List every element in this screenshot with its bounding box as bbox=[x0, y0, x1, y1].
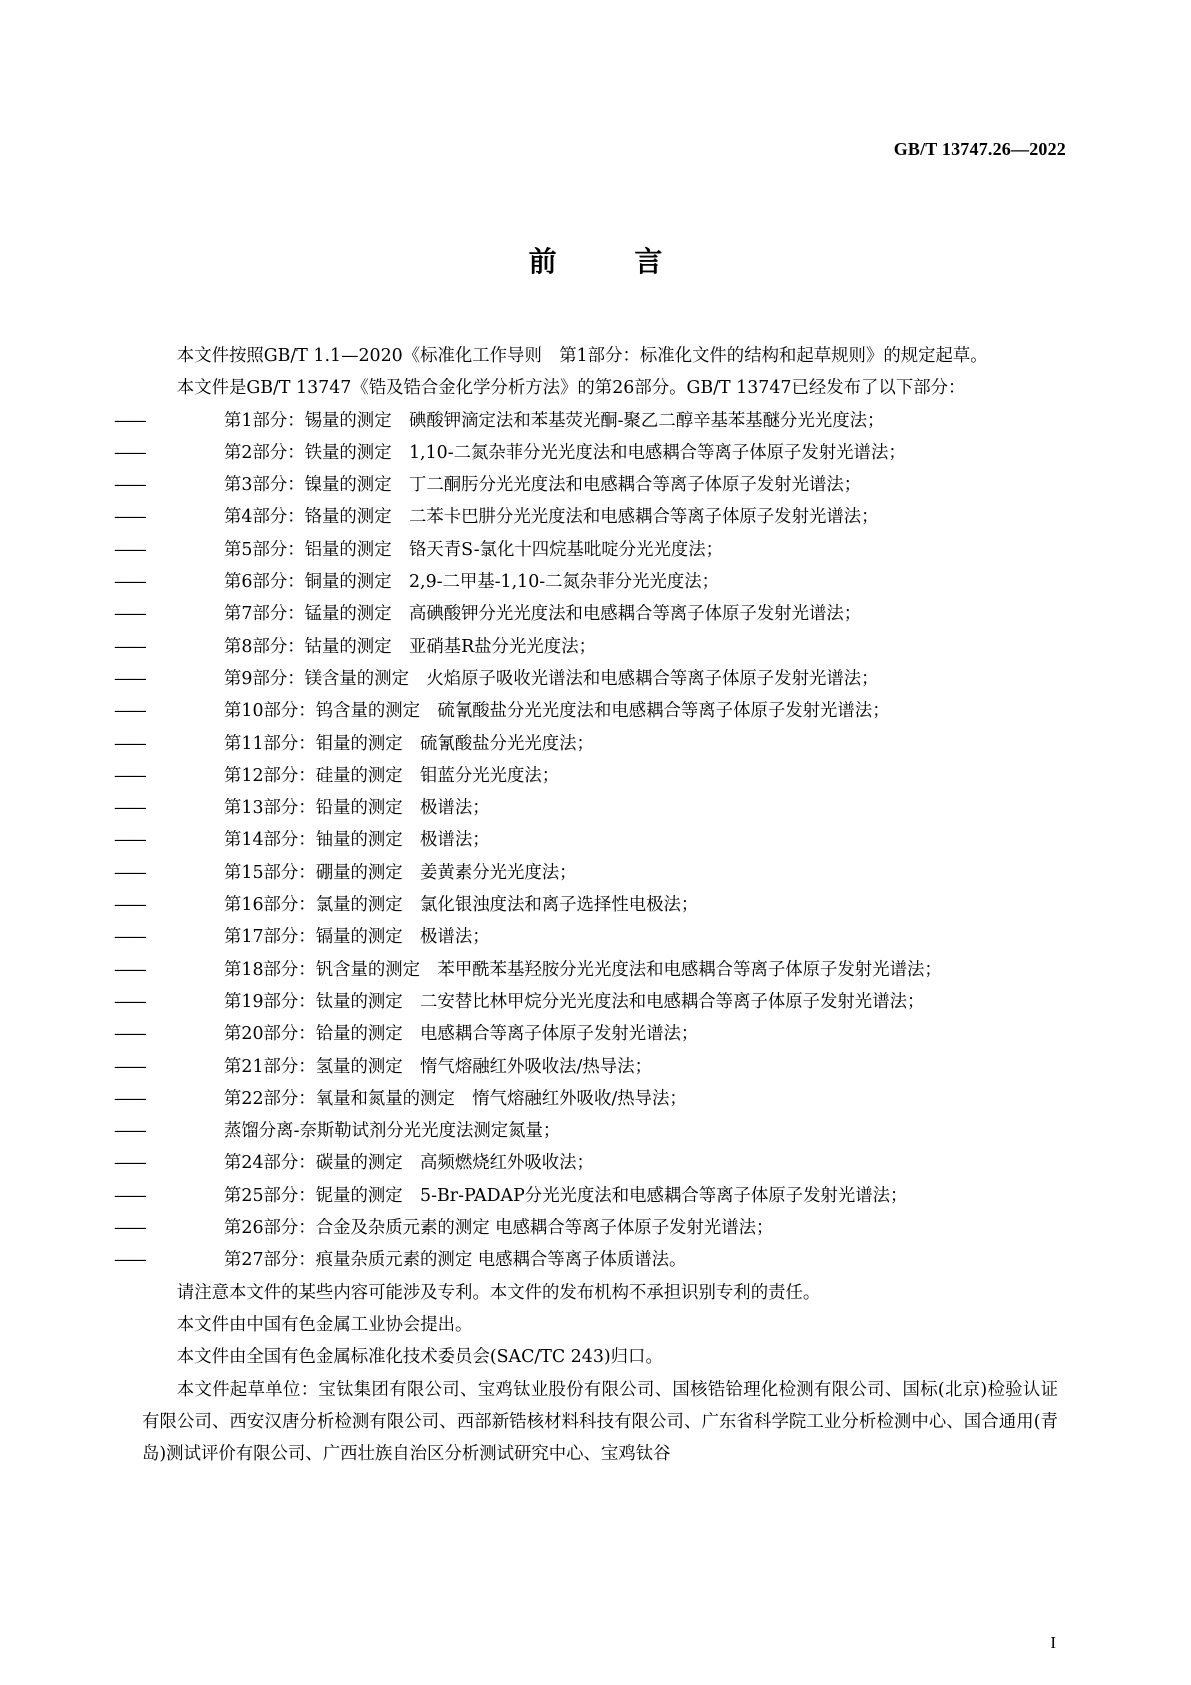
list-item bbox=[114, 1147, 1058, 1179]
list-dash: —— bbox=[114, 1056, 145, 1077]
list-item bbox=[114, 1180, 1058, 1212]
list-item bbox=[114, 792, 1058, 824]
list-dash: —— bbox=[114, 1088, 145, 1109]
list-item-text: 第14部分：铀量的测定 极谱法； bbox=[224, 830, 490, 851]
list-item bbox=[114, 760, 1058, 792]
list-dash: —— bbox=[114, 636, 145, 657]
list-dash: —— bbox=[114, 733, 145, 754]
list-item bbox=[114, 889, 1058, 921]
list-item-text: 第20部分：铪量的测定 电感耦合等离子体原子发射光谱法； bbox=[224, 1024, 699, 1045]
list-item bbox=[114, 566, 1058, 598]
list-item-text: 第25部分：铌量的测定 5-Br-PADAP分光光度法和电感耦合等离子体原子发射光谱法； bbox=[224, 1185, 908, 1206]
list-item bbox=[114, 1244, 1058, 1276]
list-item-text: 第26部分：合金及杂质元素的测定 电感耦合等离子体原子发射光谱法； bbox=[224, 1218, 774, 1239]
list-item-text: 第4部分：铬量的测定 二苯卡巴肼分光光度法和电感耦合等离子体原子发射光谱法； bbox=[224, 507, 879, 528]
list-item bbox=[114, 598, 1058, 630]
document-body bbox=[114, 340, 1058, 1470]
list-item-text: 第7部分：锰量的测定 高碘酸钾分光光度法和电感耦合等离子体原子发射光谱法； bbox=[224, 604, 862, 625]
list-dash: —— bbox=[114, 701, 145, 722]
list-item-text: 第12部分：硅量的测定 钼蓝分光光度法； bbox=[224, 765, 560, 786]
list-item-text: 第17部分：镉量的测定 极谱法； bbox=[224, 927, 490, 948]
list-item bbox=[114, 501, 1058, 533]
list-item-text: 第2部分：铁量的测定 1,10-二氮杂菲分光光度法和电感耦合等离子体原子发射光谱法； bbox=[224, 442, 906, 463]
list-dash: —— bbox=[114, 830, 145, 851]
parts-list bbox=[114, 405, 1058, 1277]
page-title: 前 言 bbox=[528, 245, 697, 278]
page-number: I bbox=[1050, 1633, 1056, 1652]
list-item-text: 第8部分：钴量的测定 亚硝基R盐分光光度法； bbox=[224, 636, 596, 657]
list-item bbox=[114, 437, 1058, 469]
list-dash: —— bbox=[114, 572, 145, 593]
list-item bbox=[114, 1018, 1058, 1050]
patent-notice: 请注意本文件的某些内容可能涉及专利。本文件的发布机构不承担识别专利的责任。 bbox=[176, 1282, 821, 1303]
list-dash: —— bbox=[114, 507, 145, 528]
list-dash: —— bbox=[114, 1185, 145, 1206]
list-item bbox=[114, 405, 1058, 437]
list-item bbox=[114, 1115, 1058, 1147]
list-item-text: 第24部分：碳量的测定 高频燃烧红外吸收法； bbox=[224, 1153, 594, 1174]
list-item-text: 第3部分：镍量的测定 丁二酮肟分光光度法和电感耦合等离子体原子发射光谱法； bbox=[224, 475, 862, 496]
list-item bbox=[114, 824, 1058, 856]
list-item bbox=[114, 857, 1058, 889]
list-dash: —— bbox=[114, 959, 145, 980]
list-dash: —— bbox=[114, 798, 145, 819]
list-item bbox=[114, 631, 1058, 663]
list-item-text: 第18部分：钒含量的测定 苯甲酰苯基羟胺分光光度法和电感耦合等离子体原子发射光谱法； bbox=[224, 959, 942, 980]
list-item-text: 第21部分：氢量的测定 惰气熔融红外吸收法/热导法； bbox=[224, 1056, 652, 1077]
list-dash: —— bbox=[114, 991, 145, 1012]
list-item bbox=[114, 986, 1058, 1018]
list-dash: —— bbox=[114, 895, 145, 916]
list-item bbox=[114, 1051, 1058, 1083]
intro-paragraph-2: 本文件是GB/T 13747《锆及锆合金化学分析方法》的第26部分。GB/T 13747已经发布了以下部分： bbox=[176, 378, 966, 399]
list-dash: —— bbox=[114, 1153, 145, 1174]
list-dash: —— bbox=[114, 765, 145, 786]
list-item bbox=[114, 728, 1058, 760]
list-item-text: 第19部分：钛量的测定 二安替比林甲烷分光光度法和电感耦合等离子体原子发射光谱法； bbox=[224, 991, 925, 1012]
list-item-text: 第27部分：痕量杂质元素的测定 电感耦合等离子体质谱法。 bbox=[224, 1250, 687, 1271]
list-dash: —— bbox=[114, 862, 145, 883]
committee-statement: 本文件由全国有色金属标准化技术委员会(SAC/TC 243)归口。 bbox=[176, 1347, 663, 1368]
list-dash: —— bbox=[114, 1024, 145, 1045]
list-item bbox=[114, 954, 1058, 986]
list-dash: —— bbox=[114, 927, 145, 948]
standard-code: GB/T 13747.26—2022 bbox=[893, 139, 1066, 159]
list-dash: —— bbox=[114, 1250, 145, 1271]
list-item bbox=[114, 663, 1058, 695]
list-item bbox=[114, 1212, 1058, 1244]
list-item-text: 第16部分：氯量的测定 氯化银浊度法和离子选择性电极法； bbox=[224, 895, 699, 916]
list-dash: —— bbox=[114, 410, 145, 431]
intro-paragraph-1: 本文件按照GB/T 1.1—2020《标准化工作导则 第1部分：标准化文件的结构和起草规则》的规定起草。 bbox=[176, 346, 988, 366]
list-item-text: 第9部分：镁含量的测定 火焰原子吸收光谱法和电感耦合等离子体原子发射光谱法； bbox=[224, 668, 879, 689]
list-item-text: 第1部分：锡量的测定 碘酸钾滴定法和苯基荧光酮-聚乙二醇辛基苯基醚分光光度法； bbox=[224, 410, 885, 431]
list-item bbox=[114, 534, 1058, 566]
list-item-text: 第22部分：氧量和氮量的测定 惰气熔融红外吸收/热导法； bbox=[224, 1088, 687, 1109]
list-dash: —— bbox=[114, 668, 145, 689]
list-item-text: 第15部分：硼量的测定 姜黄素分光光度法； bbox=[224, 862, 577, 883]
list-item bbox=[114, 695, 1058, 727]
list-dash: —— bbox=[114, 442, 145, 463]
drafting-units: 本文件起草单位：宝钛集团有限公司、宝鸡钛业股份有限公司、国核锆铪理化检测有限公司、国标(北京)检验认证有限公司、西安汉唐分析检测有限公司、西部新锆核材料科技有限公司、广东省科学院工业分析检测中心、国合通用(青岛)测试评价有限公司、广西壮族自治区分析测试研究中心、宝鸡钛谷 bbox=[142, 1379, 1058, 1465]
list-item-text: 第10部分：钨含量的测定 硫氰酸盐分光光度法和电感耦合等离子体原子发射光谱法； bbox=[224, 701, 890, 722]
list-item-text: 第13部分：铅量的测定 极谱法； bbox=[224, 798, 490, 819]
list-item bbox=[114, 1083, 1058, 1115]
list-dash: —— bbox=[114, 604, 145, 625]
list-item-text: 第5部分：铝量的测定 铬天青S-氯化十四烷基吡啶分光光度法； bbox=[224, 539, 724, 560]
list-item bbox=[114, 469, 1058, 501]
list-dash: —— bbox=[114, 1121, 145, 1142]
list-item-text: 第6部分：铜量的测定 2,9-二甲基-1,10-二氮杂菲分光光度法； bbox=[224, 572, 720, 593]
list-item-text: 蒸馏分离-奈斯勒试剂分光光度法测定氮量； bbox=[224, 1121, 561, 1142]
list-dash: —— bbox=[114, 1218, 145, 1239]
proposer-statement: 本文件由中国有色金属工业协会提出。 bbox=[176, 1314, 473, 1335]
list-dash: —— bbox=[114, 539, 145, 560]
list-dash: —— bbox=[114, 475, 145, 496]
list-item-text: 第11部分：钼量的测定 硫氰酸盐分光光度法； bbox=[224, 733, 594, 754]
list-item bbox=[114, 921, 1058, 953]
